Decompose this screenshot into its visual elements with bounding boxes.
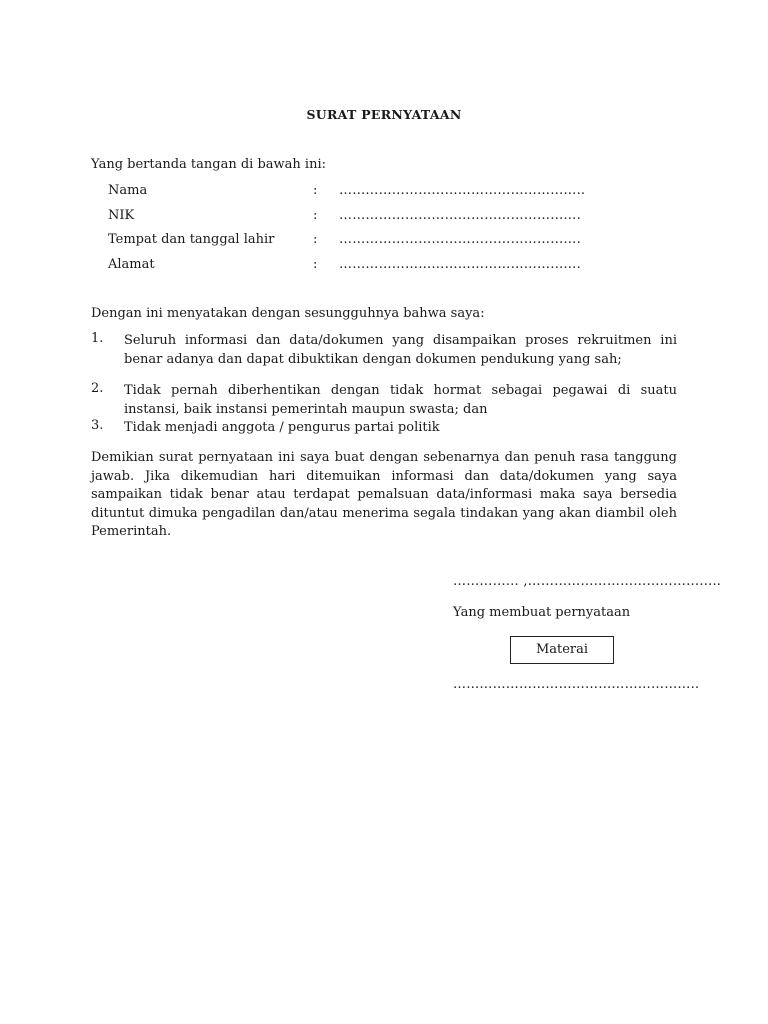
field-colon: : (313, 232, 318, 247)
field-label: Nama (108, 183, 148, 198)
materai-stamp-box: Materai (510, 636, 614, 664)
intro-text: Yang bertanda tangan di bawah ini: (91, 157, 326, 172)
field-value-blank: ………………………………………………. (339, 208, 581, 223)
signature-name-line: ……………………………………………….. (453, 677, 700, 692)
field-colon: : (313, 257, 318, 272)
signature-label: Yang membuat pernyataan (453, 605, 631, 620)
field-value-blank: ……………………………………………….. (339, 183, 586, 198)
field-colon: : (313, 183, 318, 198)
field-colon: : (313, 208, 318, 223)
statement-text: Tidak menjadi anggota / pengurus partai politik (124, 420, 440, 435)
statement-number: 1. (91, 331, 104, 346)
field-label: Alamat (108, 257, 155, 272)
statement-text: Tidak pernah diberhentikan dengan tidak hormat sebagai pegawai di suatu instansi, baik instansi pemerintah maupun swasta; dan (124, 383, 677, 417)
field-value-blank: ………………………………………………. (339, 232, 581, 247)
field-value-blank: ………………………………………………. (339, 257, 581, 272)
statement-intro: Dengan ini menyatakan dengan sesungguhnya bahwa saya: (91, 306, 485, 321)
field-label: Tempat dan tanggal lahir (108, 232, 275, 247)
statement-number: 2. (91, 381, 104, 396)
signature-place-date: …………… ,…………………………………….. (453, 574, 722, 589)
field-label: NIK (108, 208, 135, 223)
statement-number: 3. (91, 418, 104, 433)
closing-paragraph: Demikian surat pernyataan ini saya buat dengan sebenarnya dan penuh rasa tanggung jawab. Jika dikemudian hari ditemuikan informasi dan data/dokumen yang saya sampaikan tidak benar atau terdapat pemalsuan data/informasi maka saya bersedia dituntut dimuka pengadilan dan/atau menerima segala tindakan yang akan diambil oleh Pemerintah. (91, 450, 677, 539)
document-title: SURAT PERNYATAAN (306, 107, 462, 122)
statement-text: Seluruh informasi dan data/dokumen yang disampaikan proses rekruitmen ini benar adanya dan dapat dibuktikan dengan dokumen pendukung yang sah; (124, 333, 677, 367)
